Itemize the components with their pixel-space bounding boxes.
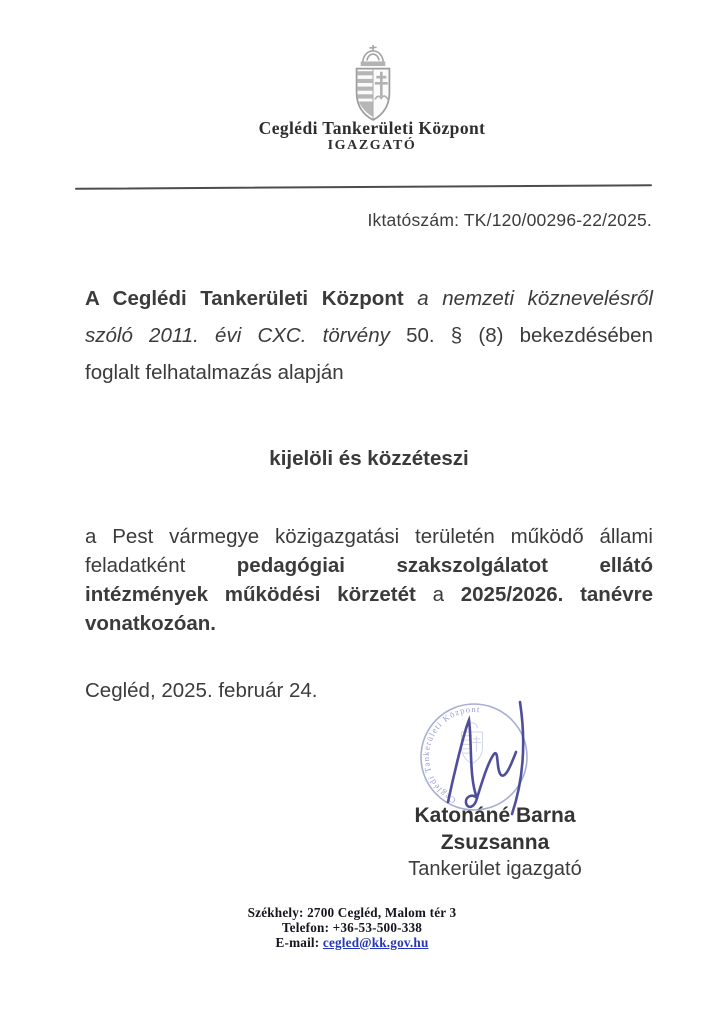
paragraph-text: foglalt felhatalmazás alapján <box>85 361 344 384</box>
org-role: IGAZGATÓ <box>327 138 417 153</box>
footer-email-link[interactable]: cegled@kk.gov.hu <box>322 934 429 950</box>
footer-email-label: E-mail: <box>275 934 320 950</box>
signatory-title: Tankerület igazgató <box>408 858 582 880</box>
registration-number: Iktatószám: TK/120/00296-22/2025. <box>367 210 652 230</box>
paragraph-line <box>85 580 653 609</box>
footer-email-line <box>0 936 714 951</box>
paragraph-text: a <box>415 583 461 606</box>
paragraph-line <box>85 609 653 638</box>
hungarian-coat-of-arms-icon <box>338 44 408 122</box>
stamp-ring-text: Ceglédi Tankerületi Központ <box>420 703 481 806</box>
central-statement: kijelöli és közzéteszi <box>269 447 469 470</box>
paragraph-line <box>85 354 653 391</box>
stamp-crest-icon <box>461 723 482 764</box>
footer-phone: Telefon: +36-53-500-338 <box>281 919 423 935</box>
paragraph-line <box>85 280 653 317</box>
law-reference-italic: szóló 2011. évi CXC. törvény <box>85 324 390 347</box>
law-reference-italic: a nemzeti köznevelésről <box>403 287 653 310</box>
paragraph-line <box>85 522 653 551</box>
paragraph-legal-basis <box>85 280 653 391</box>
paragraph-line <box>85 317 653 354</box>
law-section: 50. § (8) bekezdésében <box>389 324 653 347</box>
subject-bold: intézmények működési körzetét <box>85 583 416 606</box>
place-and-date: Cegléd, 2025. február 24. <box>85 679 318 702</box>
paragraph-line <box>85 551 653 580</box>
school-year-bold: 2025/2026. tanévre <box>460 583 654 606</box>
paragraph-text: a Pest vármegye közigazgatási területén működő állami <box>85 525 653 548</box>
paragraph-text: feladatként <box>85 554 237 577</box>
handwritten-signature <box>448 702 523 814</box>
header-divider <box>75 184 652 189</box>
letter-footer <box>0 906 714 950</box>
subject-bold: vonatkozóan. <box>85 612 216 635</box>
signature-block <box>360 802 630 883</box>
org-name: Ceglédi Tankerületi Központ <box>258 118 486 138</box>
subject-bold: pedagógiai szakszolgálatot ellátó <box>236 554 653 577</box>
signatory-name: Katonáné Barna Zsuzsanna <box>414 804 576 854</box>
stamp-ring <box>421 704 527 810</box>
org-name-bold: A Ceglédi Tankerületi Központ <box>85 287 404 310</box>
footer-address: Székhely: 2700 Cegléd, Malom tér 3 <box>247 905 457 920</box>
paragraph-subject <box>85 522 653 638</box>
